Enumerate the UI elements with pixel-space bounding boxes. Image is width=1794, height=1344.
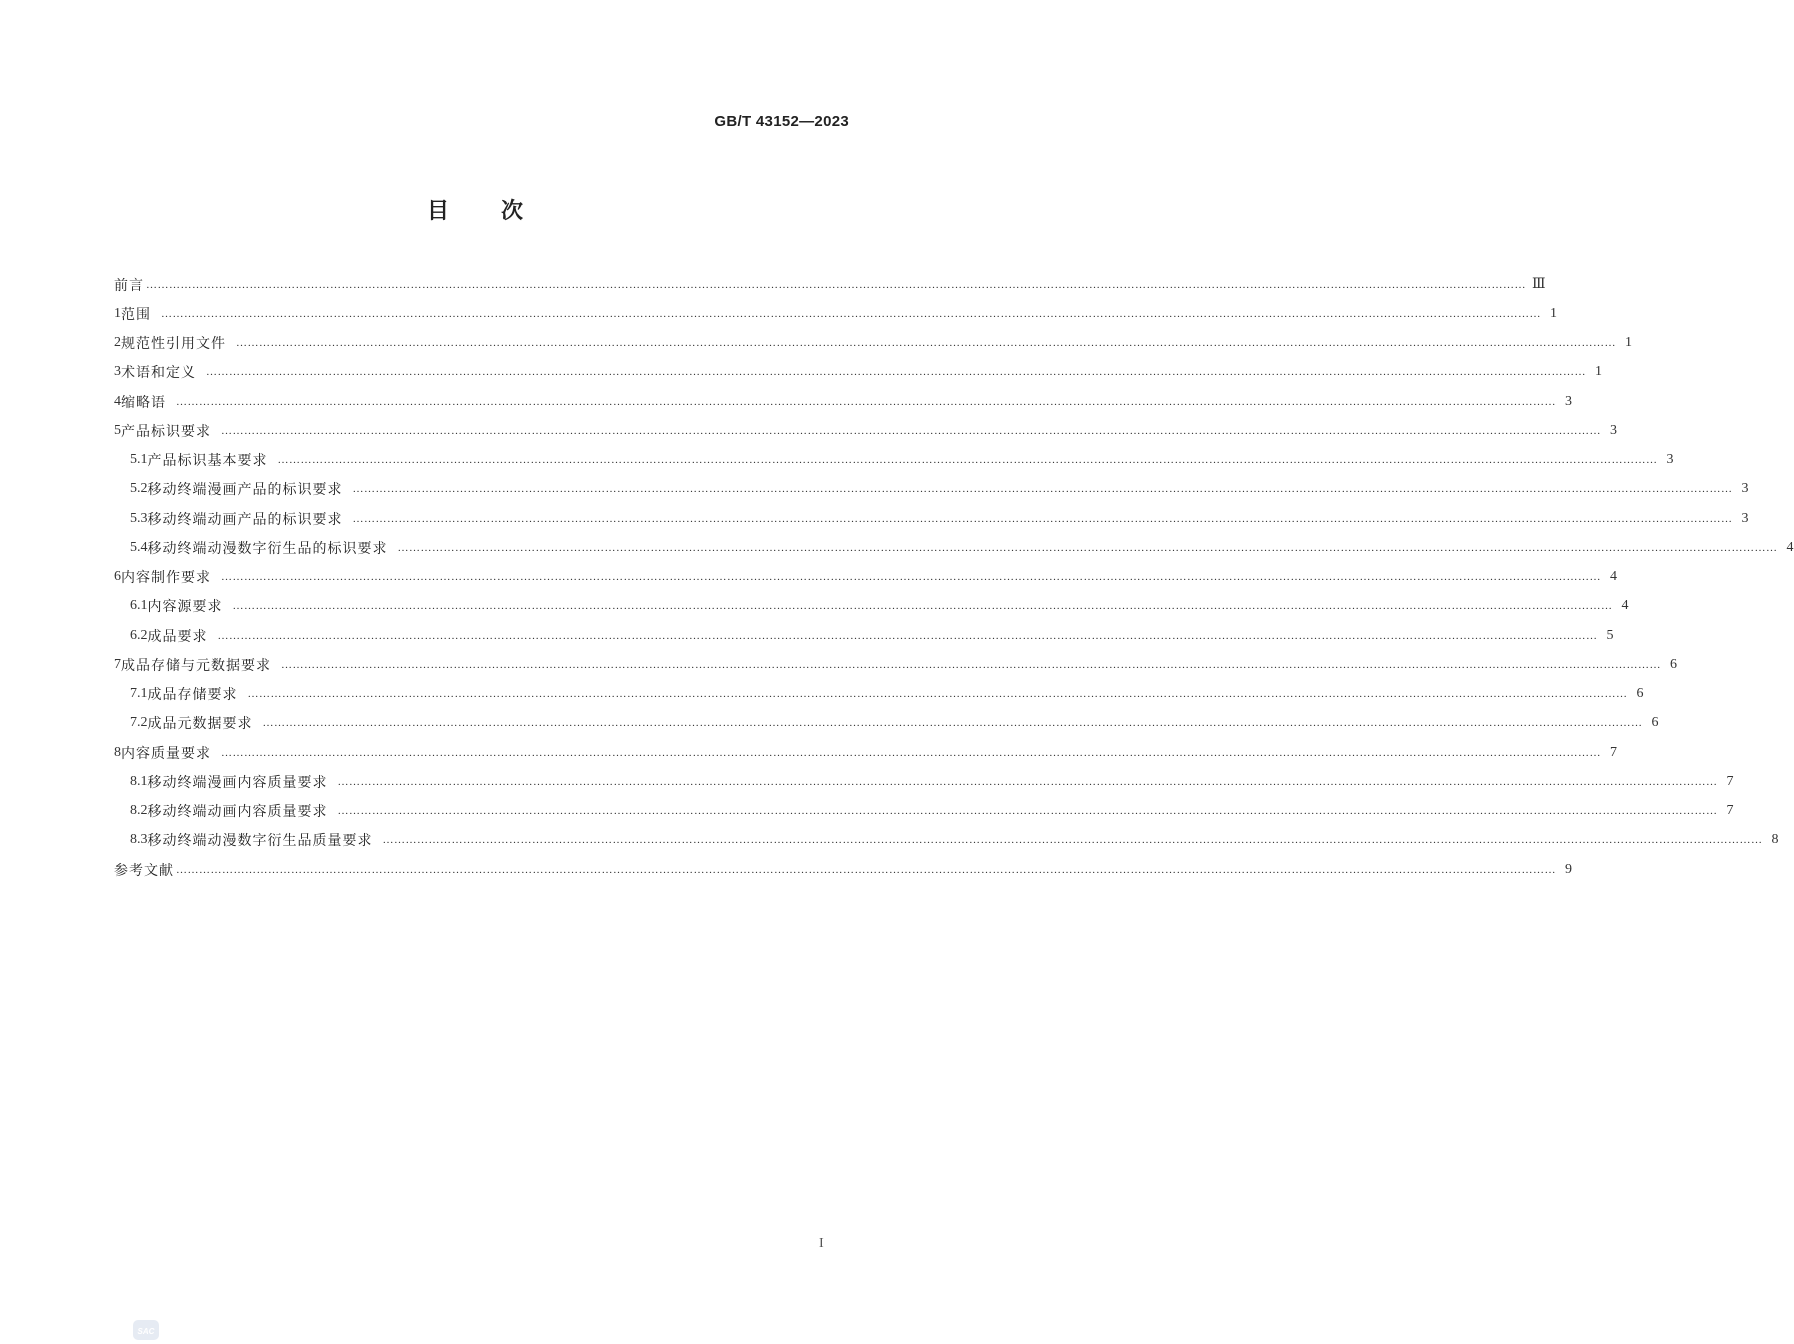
toc-entry[interactable] <box>114 650 1677 679</box>
toc-entry-page: 3 <box>1741 481 1749 497</box>
toc-entry-page: 7 <box>1610 744 1617 760</box>
page-title <box>0 194 950 225</box>
table-of-contents <box>114 270 1794 884</box>
toc-entry-number: 8.2 <box>130 803 148 819</box>
toc-entry-title: 缩略语 <box>121 394 166 411</box>
toc-entry-title: 移动终端动画产品的标识要求 <box>147 511 343 528</box>
toc-entry-page: 4 <box>1621 598 1629 614</box>
toc-entry[interactable] <box>114 416 1617 445</box>
toc-entry-number: 8.3 <box>130 832 148 848</box>
toc-leader-dots: ……………………………………………………………………………………………………………………………………………………………………………………………………………………………………………………………………………………………………………………………… <box>236 337 1616 350</box>
toc-entry-page: 5 <box>1606 627 1614 643</box>
toc-entry[interactable] <box>114 329 1632 358</box>
toc-entry-page: 4 <box>1786 539 1794 555</box>
toc-entry[interactable] <box>114 475 1749 504</box>
toc-entry[interactable] <box>114 533 1794 562</box>
toc-entry[interactable] <box>114 680 1644 709</box>
page-number: I <box>819 1236 824 1251</box>
toc-leader-dots: ……………………………………………………………………………………………………………………………………………………………………………………………………………………………………………………………………………………………………………………………… <box>352 483 1733 496</box>
toc-entry-number: 5.2 <box>130 481 148 497</box>
toc-entry-number: 5.3 <box>130 510 148 526</box>
toc-entry-number: 8 <box>114 744 121 760</box>
toc-entry-number: 4 <box>114 393 121 409</box>
toc-entry-page: 3 <box>1565 393 1572 409</box>
toc-entry-number: 2 <box>114 335 121 351</box>
toc-entry-page: 6 <box>1651 715 1659 731</box>
toc-entry-page: 1 <box>1625 335 1632 351</box>
toc-entry-number: 6.1 <box>130 598 148 614</box>
toc-entry-title: 成品存储要求 <box>147 687 238 704</box>
toc-leader-dots: ……………………………………………………………………………………………………………………………………………………………………………………………………………………………………………………………………………………………………………………………… <box>337 805 1718 818</box>
toc-entry-number: 6.2 <box>130 627 148 643</box>
toc-entry-title: 内容制作要求 <box>121 570 211 587</box>
toc-entry-page: 1 <box>1550 305 1557 321</box>
toc-entry-title: 参考文献 <box>114 862 174 879</box>
toc-entry-title: 术语和定义 <box>121 365 196 382</box>
toc-entry-title: 移动终端动漫数字衍生品的标识要求 <box>147 540 388 557</box>
toc-leader-dots: ……………………………………………………………………………………………………………………………………………………………………………………………………………………………………………………………………………………………………………………………… <box>277 454 1658 467</box>
toc-entry-number: 7 <box>114 656 121 672</box>
toc-entry[interactable] <box>114 855 1572 884</box>
toc-entry-number: 8.1 <box>130 773 148 789</box>
toc-entry-title: 成品元数据要求 <box>147 716 253 733</box>
toc-entry-page: 9 <box>1565 861 1572 877</box>
toc-entry-title: 移动终端动画内容质量要求 <box>147 804 328 821</box>
toc-leader-dots: ……………………………………………………………………………………………………………………………………………………………………………………………………………………………………………………………………………………………………………………………… <box>221 746 1601 759</box>
toc-leader-dots: ……………………………………………………………………………………………………………………………………………………………………………………………………………………………………………………………………………………………………………………………… <box>337 775 1718 788</box>
toc-entry[interactable] <box>114 563 1617 592</box>
toc-leader-dots: ……………………………………………………………………………………………………………………………………………………………………………………………………………………………………………………………………………………………………………………………… <box>397 541 1778 554</box>
toc-entry[interactable] <box>114 621 1614 650</box>
toc-entry-page: Ⅲ <box>1532 277 1546 293</box>
toc-entry[interactable] <box>114 504 1749 533</box>
toc-leader-dots: ……………………………………………………………………………………………………………………………………………………………………………………………………………………………………………………………………………………………………………………………… <box>382 834 1763 847</box>
toc-entry-page: 7 <box>1726 803 1734 819</box>
toc-leader-dots: ……………………………………………………………………………………………………………………………………………………………………………………………………………………………………………………………………………………………………………………………… <box>161 307 1541 320</box>
toc-entry-title: 成品存储与元数据要求 <box>121 657 271 674</box>
toc-entry-page: 8 <box>1771 832 1779 848</box>
toc-entry-title: 成品要求 <box>147 628 208 645</box>
toc-leader-dots: ……………………………………………………………………………………………………………………………………………………………………………………………………………………………………………………………………………………………………………………………… <box>146 278 1526 291</box>
toc-entry[interactable] <box>114 592 1629 621</box>
sac-watermark-icon <box>133 1320 159 1340</box>
sac-logo-text: SAC <box>137 1327 155 1336</box>
toc-entry-number: 1 <box>114 305 121 321</box>
toc-entry-number: 3 <box>114 364 121 380</box>
toc-leader-dots: ……………………………………………………………………………………………………………………………………………………………………………………………………………………………………………………………………………………………………………………………… <box>247 688 1628 701</box>
toc-entry[interactable] <box>114 446 1674 475</box>
toc-entry[interactable] <box>114 387 1572 416</box>
toc-leader-dots: ……………………………………………………………………………………………………………………………………………………………………………………………………………………………………………………………………………………………………………………………… <box>232 600 1613 613</box>
toc-entry-page: 4 <box>1610 569 1617 585</box>
standard-code: GB/T 43152—2023 <box>714 113 849 130</box>
toc-entry-number: 5.1 <box>130 452 148 468</box>
toc-entry-title: 内容质量要求 <box>121 745 211 762</box>
page-title-char-2: 次 <box>501 199 524 224</box>
toc-leader-dots: ……………………………………………………………………………………………………………………………………………………………………………………………………………………………………………………………………………………………………………………………… <box>217 629 1598 642</box>
toc-entry[interactable] <box>114 738 1617 767</box>
toc-entry-title: 产品标识基本要求 <box>147 453 268 470</box>
toc-entry[interactable] <box>114 767 1734 796</box>
toc-entry-page: 6 <box>1670 656 1677 672</box>
toc-entry-number: 6 <box>114 569 121 585</box>
toc-leader-dots: ……………………………………………………………………………………………………………………………………………………………………………………………………………………………………………………………………………………………………………………………… <box>262 717 1643 730</box>
page-title-char-1: 目 <box>426 199 449 224</box>
toc-entry-page: 3 <box>1666 452 1674 468</box>
toc-entry-page: 1 <box>1595 364 1602 380</box>
toc-leader-dots: ……………………………………………………………………………………………………………………………………………………………………………………………………………………………………………………………………………………………………………………………… <box>281 658 1661 671</box>
toc-entry-title: 移动终端动漫数字衍生品质量要求 <box>147 833 373 850</box>
toc-entry-title: 移动终端漫画产品的标识要求 <box>147 482 343 499</box>
toc-entry-title: 产品标识要求 <box>121 423 211 440</box>
toc-leader-dots: ……………………………………………………………………………………………………………………………………………………………………………………………………………………………………………………………………………………………………………………………… <box>176 395 1556 408</box>
toc-entry-page: 3 <box>1610 422 1617 438</box>
toc-leader-dots: ……………………………………………………………………………………………………………………………………………………………………………………………………………………………………………………………………………………………………………………………… <box>352 512 1733 525</box>
toc-entry-title: 范围 <box>121 306 151 323</box>
toc-entry-title: 移动终端漫画内容质量要求 <box>147 774 328 791</box>
toc-entry-title: 前言 <box>114 277 144 294</box>
toc-entry-number: 7.2 <box>130 715 148 731</box>
toc-entry-page: 3 <box>1741 510 1749 526</box>
toc-entry[interactable] <box>114 358 1602 387</box>
toc-leader-dots: ……………………………………………………………………………………………………………………………………………………………………………………………………………………………………………………………………………………………………………………………… <box>221 571 1601 584</box>
toc-leader-dots: ……………………………………………………………………………………………………………………………………………………………………………………………………………………………………………………………………………………………………………………………… <box>206 366 1586 379</box>
toc-entry[interactable] <box>114 270 1546 299</box>
toc-entry[interactable] <box>114 797 1734 826</box>
toc-entry-number: 5.4 <box>130 539 148 555</box>
toc-entry[interactable] <box>114 299 1557 328</box>
toc-entry-title: 规范性引用文件 <box>121 336 226 353</box>
toc-leader-dots: ……………………………………………………………………………………………………………………………………………………………………………………………………………………………………………………………………………………………………………………………… <box>176 863 1556 876</box>
toc-leader-dots: ……………………………………………………………………………………………………………………………………………………………………………………………………………………………………………………………………………………………………………………………… <box>221 424 1601 437</box>
toc-entry[interactable] <box>114 826 1779 855</box>
toc-entry-title: 内容源要求 <box>147 599 223 616</box>
toc-entry[interactable] <box>114 709 1659 738</box>
toc-entry-number: 7.1 <box>130 686 148 702</box>
toc-entry-page: 6 <box>1636 686 1644 702</box>
toc-entry-number: 5 <box>114 422 121 438</box>
toc-entry-page: 7 <box>1726 773 1734 789</box>
